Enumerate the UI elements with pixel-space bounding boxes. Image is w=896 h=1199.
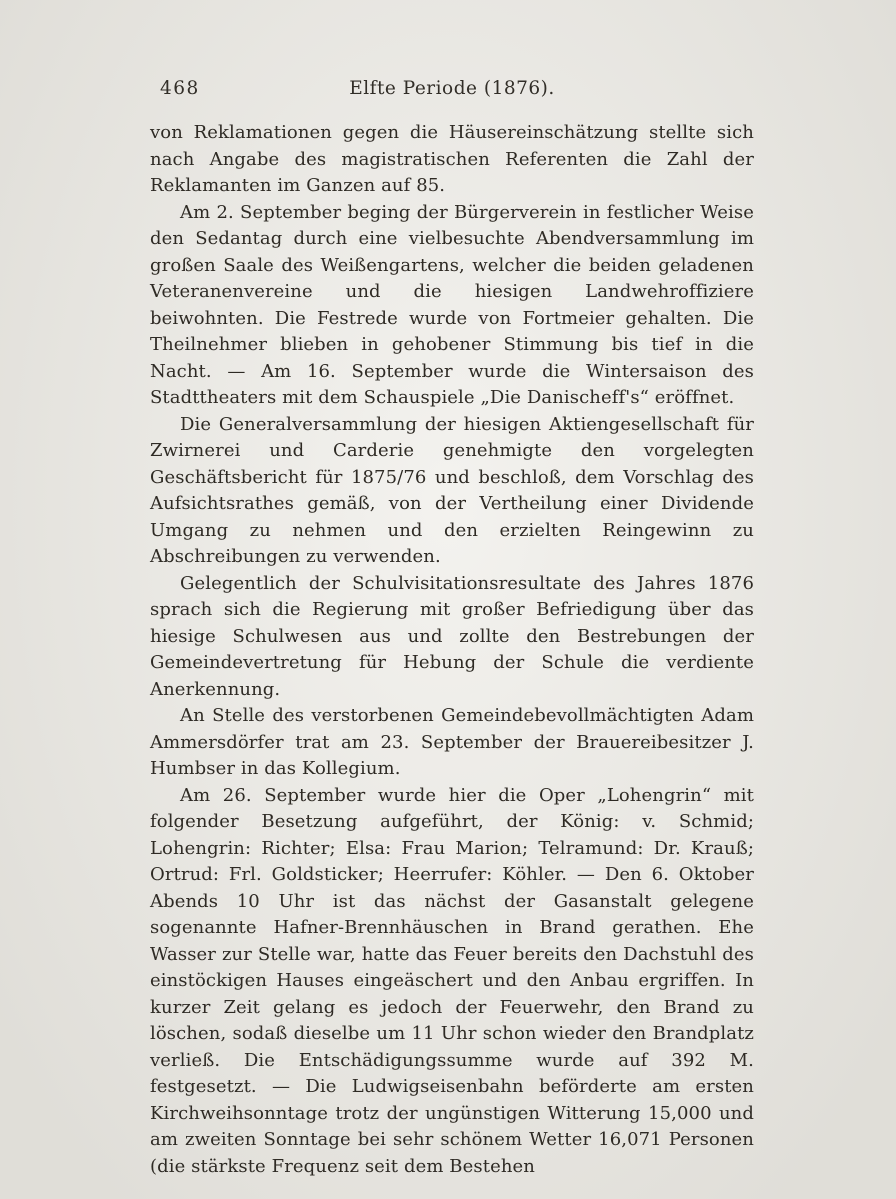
paragraph: Am 26. September wurde hier die Oper „Lohengrin“ mit folgender Besetzung aufgeführt, der König: v. Schmid; Lohengrin: Richter; Elsa: Frau Marion; Telramund: Dr. Krauß; Ortrud: Frl. Goldsticker; Heerrufer: Köhler. — Den 6. Oktober Abends 10 Uhr ist das nächst der Gasanstalt gelegene sogenannte Hafner-Brennhäuschen in Brand gerathen. Ehe Wasser zur Stelle war, hatte das Feuer bereits den Dachstuhl des einstöckigen Hauses eingeäschert und den Anbau ergriffen. In kurzer Zeit gelang es jedoch der Feuerwehr, den Brand zu löschen, sodaß dieselbe um 11 Uhr schon wieder den Brandplatz verließ. Die Entschädigungssumme wurde auf 392 M. festgesetzt. — Die Ludwigseisenbahn beförderte am ersten Kirchweihsonntage trotz der ungünstigen Witterung 15,000 und am zweiten Sonntage bei sehr schönem Wetter 16,071 Personen (die stärkste Frequenz seit dem Bestehen [150, 784, 754, 1177]
body-text [150, 120, 754, 1180]
paragraph: Die Generalversammlung der hiesigen Aktiengesellschaft für Zwirnerei und Carderie genehmigte den vorgelegten Geschäftsbericht für 1875/76 und beschloß, dem Vorschlag des Aufsichtsrathes gemäß, von der Vertheilung einer Dividende Umgang zu nehmen und den erzielten Reingewinn zu Abschreibungen zu verwenden. [150, 413, 754, 567]
paragraph: von Reklamationen gegen die Häusereinschätzung stellte sich nach Angabe des magistratischen Referenten die Zahl der Reklamanten im Ganzen auf 85. [150, 122, 754, 196]
text-block [150, 78, 754, 1180]
paragraph: Am 2. September beging der Bürgerverein in festlicher Weise den Sedantag durch eine vielbesuchte Abendversammlung im großen Saale des Weißengartens, welcher die beiden geladenen Veteranenvereine und die hiesigen Landwehroffiziere beiwohnten. Die Festrede wurde von Fortmeier gehalten. Die Theilnehmer blieben in gehobener Stimmung bis tief in die Nacht. — Am 16. September wurde die Wintersaison des Stadttheaters mit dem Schauspiele „Die Danischeff's“ eröffnet. [150, 201, 754, 408]
paragraph: Gelegentlich der Schulvisitationsresultate des Jahres 1876 sprach sich die Regierung mit großer Befriedigung über das hiesige Schulwesen aus und zollte den Bestrebungen der Gemeindevertretung für Hebung der Schule die verdiente Anerkennung. [150, 572, 754, 700]
paragraph: An Stelle des verstorbenen Gemeindebevollmächtigten Adam Ammersdörfer trat am 23. September der Brauereibesitzer J. Humbser in das Kollegium. [150, 705, 754, 779]
page-number: 468 [160, 78, 200, 99]
running-header: Elfte Periode (1876). [349, 78, 555, 99]
page-header [150, 78, 754, 106]
